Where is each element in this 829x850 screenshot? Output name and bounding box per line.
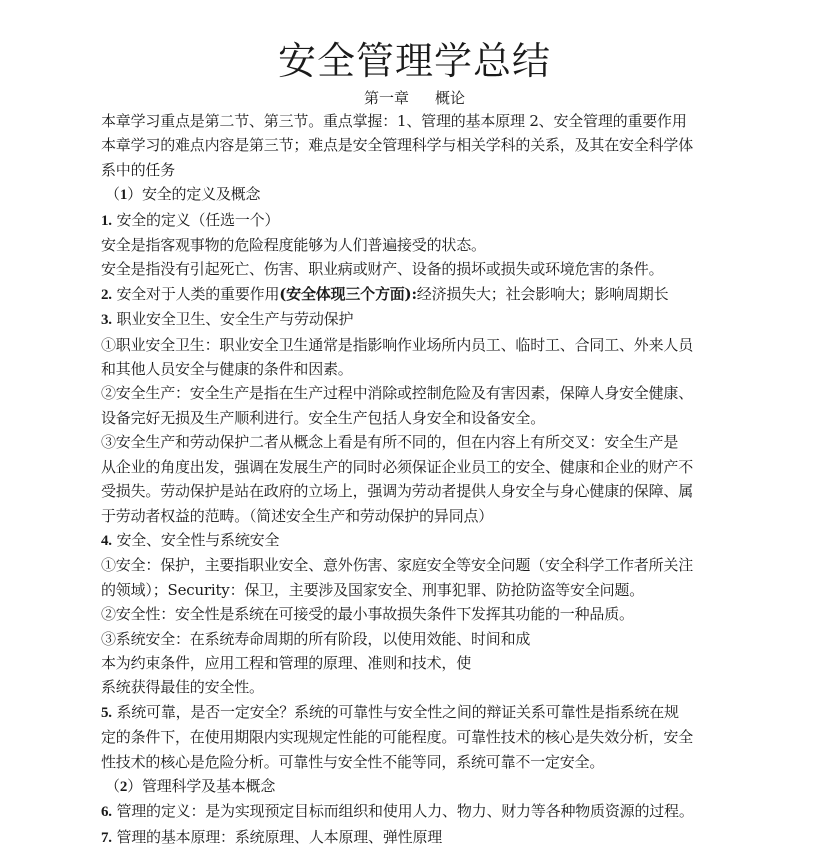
paragraph-line: 和其他人员安全与健康的条件和因素。 <box>101 360 353 379</box>
section-title: 安全的定义及概念 <box>141 185 261 204</box>
paragraph-line: ①安全：保护，主要指职业安全、意外伤害、家庭安全等安全问题（安全科学工作者所关注 <box>101 556 694 575</box>
document-body <box>101 109 741 850</box>
intro-line: 系中的任务 <box>101 160 176 179</box>
chapter-number: 第一章 <box>363 89 409 107</box>
item-number: 2. <box>101 286 112 303</box>
paragraph-line: 本为约束条件，应用工程和管理的原理、准则和技术，使 <box>101 653 472 672</box>
paragraph-line: 从企业的角度出发，强调在发展生产的同时必须保证企业员工的安全、健康和企业的财产不 <box>101 457 694 476</box>
paragraph-line: 性技术的核心是危险分析。可靠性与安全性不能等同，系统可靠不一定安全。 <box>101 752 605 771</box>
item-number: 3. <box>101 312 112 329</box>
paragraph-line: 受损失。劳动保护是站在政府的立场上，强调为劳动者提供人身安全与身心健康的保障、属 <box>101 482 694 501</box>
item-title: 职业安全卫生、安全生产与劳动保护 <box>116 310 354 329</box>
paragraph-line: ③系统安全：在系统寿命周期的所有阶段，以使用效能、时间和成 <box>101 629 531 648</box>
paragraph-line: 定的条件下，在使用期限内实现规定性能的可能程度。可靠性技术的核心是失效分析，安全 <box>101 728 694 747</box>
section-number: 1 <box>119 187 128 204</box>
item-text: 经济损失大；社会影响大；影响周期长 <box>416 284 669 303</box>
paragraph-line: 系统获得最佳的安全性。 <box>101 678 264 697</box>
document-title: 安全管理学总结 <box>277 39 551 83</box>
item-number: 6. <box>101 804 112 821</box>
item-paren: (安全体现三个方面): <box>279 284 417 303</box>
paragraph-line: ②安全性：安全性是系统在可接受的最小事故损失条件下发挥其功能的一种品质。 <box>101 605 634 624</box>
paragraph-line: 设备完好无损及生产顺利进行。安全生产包括人身安全和设备安全。 <box>101 408 546 427</box>
item-heading-6 <box>101 799 741 824</box>
item-heading-5 <box>101 700 741 725</box>
item-heading-7 <box>101 825 741 850</box>
item-heading-4 <box>101 528 741 553</box>
item-heading-1 <box>101 208 741 233</box>
item-title: 安全、安全性与系统安全 <box>116 530 280 549</box>
item-heading-2 <box>101 282 741 307</box>
definition-line: 安全是指没有引起死亡、伤害、职业病或财产、设备的损坏或损失或环境危害的条件。 <box>101 260 664 279</box>
paragraph-line: ②安全生产：安全生产是指在生产过程中消除或控制危险及有害因素，保障人身安全健康、 <box>101 384 694 403</box>
item-title: 安全对于人类的重要作用 <box>116 284 280 303</box>
item-text: 管理的定义：是为实现预定目标而组织和使用人力、物力、财力等各种物质资源的过程。 <box>116 802 694 821</box>
item-number: 7. <box>101 829 112 846</box>
paragraph-line: ①职业安全卫生：职业安全卫生通常是指影响作业场所内员工、临时工、合同工、外来人员 <box>101 335 694 354</box>
section-title: 管理科学及基本概念 <box>141 776 276 795</box>
item-title: 安全的定义（任选一个） <box>116 210 280 229</box>
section-heading-2: （2）管理科学及基本概念 <box>105 776 276 795</box>
item-text: 管理的基本原理：系统原理、人本原理、弹性原理 <box>116 827 443 846</box>
intro-line: 本章学习的难点内容是第三节；难点是安全管理科学与相关学科的关系，及其在安全科学体 <box>101 136 694 155</box>
item-number: 5. <box>101 704 112 721</box>
paragraph-line: ③安全生产和劳动保护二者从概念上看是有所不同的，但在内容上有所交叉：安全生产是 <box>101 433 679 452</box>
chapter-heading <box>0 88 829 108</box>
paragraph-line: 于劳动者权益的范畴。（简述安全生产和劳动保护的异同点） <box>101 506 494 525</box>
definition-line: 安全是指客观事物的危险程度能够为人们普遍接受的状态。 <box>101 236 486 255</box>
item-text: 系统可靠，是否一定安全？系统的可靠性与安全性之间的辩证关系可靠性是指系统在规 <box>116 702 679 721</box>
item-heading-3 <box>101 307 741 332</box>
chapter-name: 概论 <box>435 89 466 107</box>
section-number: 2 <box>119 778 128 795</box>
intro-line: 本章学习重点是第二节、第三节。重点掌握：1、管理的基本原理 2、安全管理的重要作用 <box>101 112 687 130</box>
section-heading-1: （1）安全的定义及概念 <box>105 185 261 204</box>
paragraph-line: 的领域）；Security：保卫，主要涉及国家安全、刑事犯罪、防抢防盗等安全问题。 <box>101 580 644 599</box>
item-number: 1. <box>101 212 112 229</box>
item-number: 4. <box>101 532 112 549</box>
